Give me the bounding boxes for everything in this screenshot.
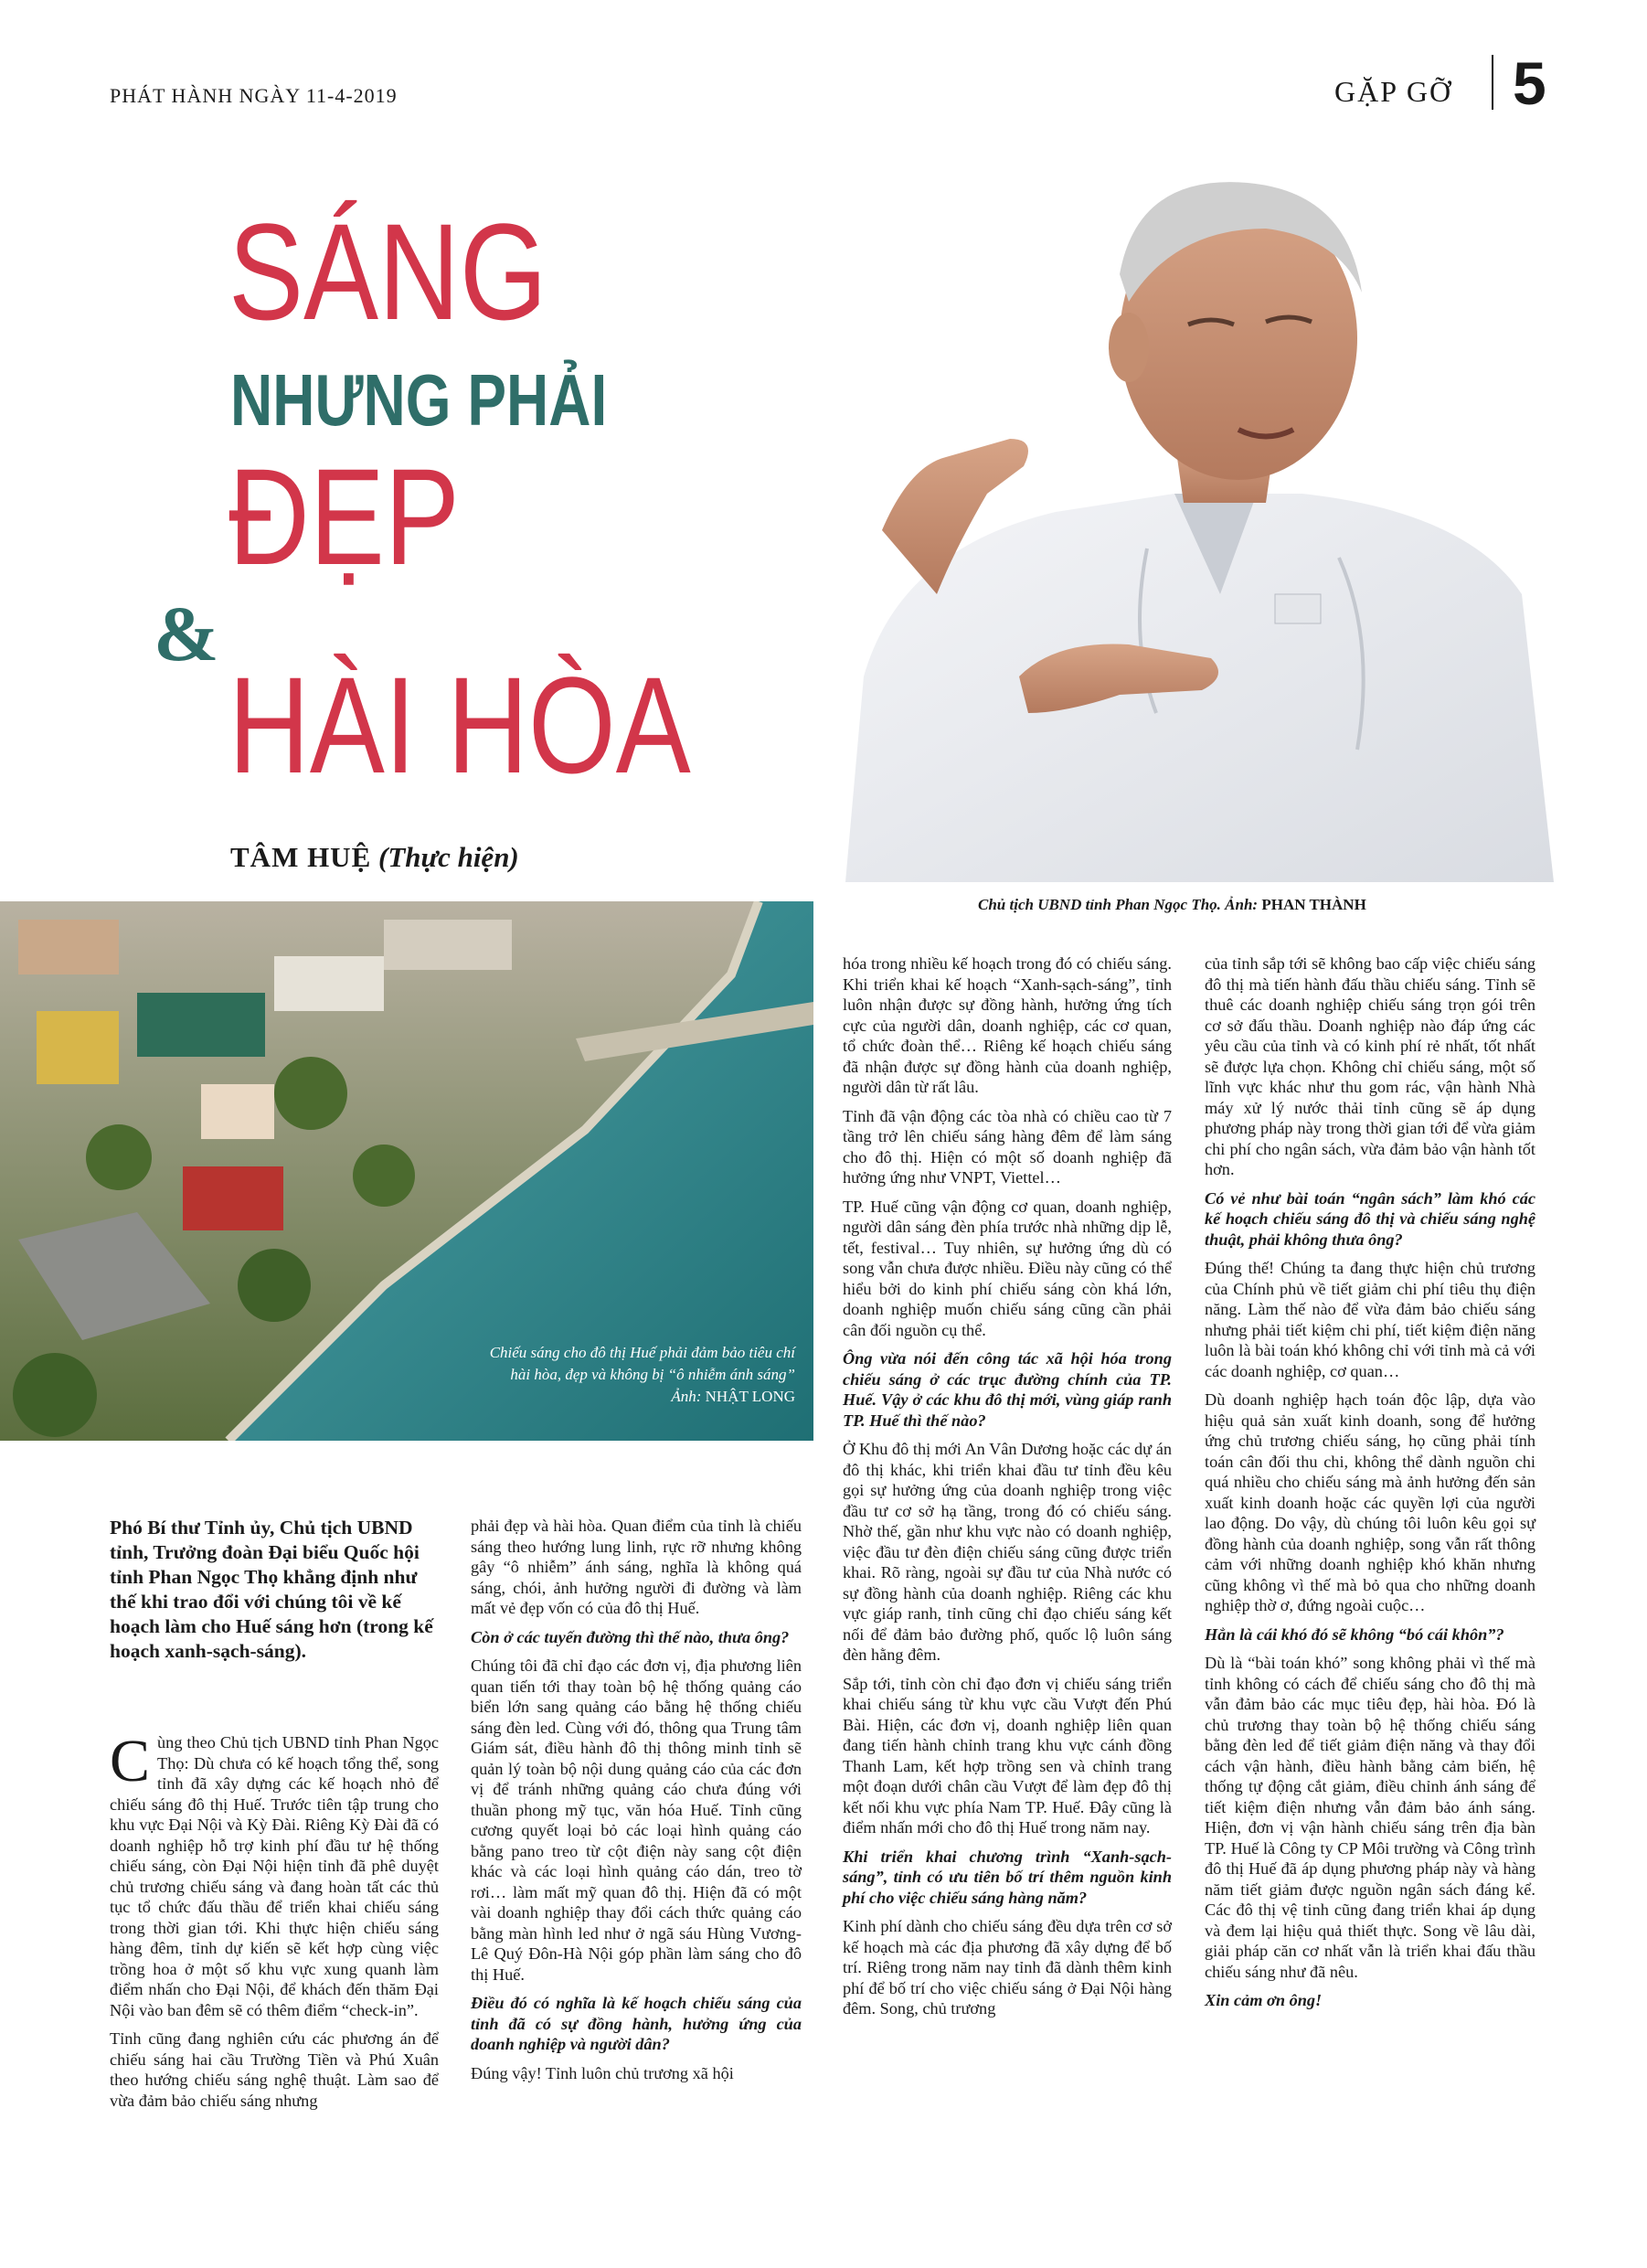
headline-line-1: SÁNG: [228, 195, 547, 348]
header-divider: [1492, 55, 1493, 110]
portrait-caption: [978, 896, 1366, 914]
article-column-4: [1205, 953, 1535, 2019]
interview-question: Hẳn là cái khó đó sẽ không “bó cái khôn”?: [1205, 1624, 1504, 1644]
col2-paragraph: Chúng tôi đã chỉ đạo các đơn vị, địa phương liên quan tiến tới thay toàn bộ hệ thống quảng cáo biển lớn sang quảng cáo bằng hệ thống chiếu sáng đèn led. Cùng với đó, thông qua Trung tâm Giám sát, điều hành đô thị thông minh tỉnh sẽ quản lý toàn bộ nội dung quảng cáo của các đơn vị để tránh những quảng cáo chưa đúng với thuần phong mỹ tục, văn hóa Huế. Tỉnh cũng cương quyết loại bỏ các loại hình quảng cáo bằng pano treo từ cột điện này sang cột điện khác và các loại hình quảng cáo dán, treo tờ rơi… làm mất mỹ quan đô thị. Hiện đã có một vài doanh nghiệp thay đổi cách thức quảng cáo bằng màn hình led như ở ngã sáu Hùng Vương-Lê Quý Đôn-Hà Nội góp phần làm sáng cho đô thị Huế.: [471, 1656, 802, 1984]
interview-question: Ông vừa nói đến công tác xã hội hóa trong chiếu sáng ở các trục đường chính của TP. Huế. Vậy ở các khu đô thị mới, vùng giáp ranh TP. Huế thì thế nào?: [843, 1349, 1172, 1430]
byline-role: (Thực hiện): [378, 841, 519, 873]
interview-question: Điều đó có nghĩa là kế hoạch chiếu sáng của tỉnh đã có sự đồng hành, hưởng ứng của doanh nghiệp và người dân?: [471, 1994, 802, 2053]
col3-paragraph: Kinh phí dành cho chiếu sáng đều dựa trên cơ sở kế hoạch mà các địa phương đã xây dựng để bố trí. Riêng trong năm nay tỉnh đã dành thêm kinh phí để bố trí cho việc chiếu sáng ở Đại Nội hàng đêm. Song, chủ trương: [843, 1917, 1172, 2018]
dropcap: C: [110, 1728, 151, 1794]
portrait-caption-credit: PHAN THÀNH: [1261, 896, 1366, 913]
col3-paragraph: Ở Khu đô thị mới An Vân Dương hoặc các dự án đô thị khác, khi triển khai đầu tư tỉnh đều kêu gọi sự hưởng ứng của doanh nghiệp trong việc đầu tư cơ sở hạ tầng, trong đó có chiếu sáng. Nhờ thế, gần như khu vực nào có doanh nghiệp, việc đầu tư đèn điện chiếu sáng cũng được triển khai. Rõ ràng, ngoài sự đầu tư của Nhà nước có sự đồng hành của doanh nghiệp. Riêng các khu vực giáp ranh, tỉnh cũng chỉ đạo chiếu sáng kết nối để đảm bảo đường phố, quốc lộ luôn sáng đèn hằng đêm.: [843, 1440, 1172, 1664]
col3-paragraph: hóa trong nhiều kế hoạch trong đó có chiếu sáng. Khi triển khai kế hoạch “Xanh-sạch-sáng”, tỉnh luôn nhận được sự đồng hành, hưởng ứng tích cực của người dân, doanh nghiệp, các cơ quan, tổ chức đoàn thể… Riêng kế hoạch chiếu sáng đã nhận được sự đồng hành của doanh nghiệp, người dân từ rất lâu.: [843, 954, 1172, 1096]
headline-line-4: HÀI HÒA: [228, 648, 691, 802]
portrait-caption-text: Chủ tịch UBND tỉnh Phan Ngọc Thọ. Ảnh:: [978, 896, 1262, 913]
interview-question: Khi triển khai chương trình “Xanh-sạch-sáng”, tỉnh có ưu tiên bố trí thêm nguồn kinh phí cho việc chiếu sáng hàng năm?: [843, 1847, 1172, 1907]
lead-paragraph: Phó Bí thư Tỉnh ủy, Chủ tịch UBND tỉnh, Trưởng đoàn Đại biểu Quốc hội tỉnh Phan Ngọc Thọ khẳng định như thế khi trao đổi với chúng tôi về kế hoạch làm cho Huế sáng hơn (trong kế hoạch xanh-sạch-sáng).: [110, 1517, 433, 1662]
aerial-photo-caption: [425, 1342, 795, 1408]
col2-paragraph: phải đẹp và hài hòa. Quan điểm của tỉnh là chiếu sáng theo hướng lung linh, rực rỡ nhưng không gây “ô nhiễm” ánh sáng, nghĩa là không quá sáng, chói, ảnh hưởng người đi đường và làm mất vẻ đẹp vốn có của đô thị Huế.: [471, 1517, 802, 1617]
aerial-caption-credit-name: NHẬT LONG: [705, 1388, 795, 1405]
headline-line-3: ĐẸP: [228, 440, 460, 593]
col3-paragraph: Tỉnh đã vận động các tòa nhà có chiều cao từ 7 tầng trở lên chiếu sáng hàng đêm để làm sáng cho đô thị. Hiện có một số doanh nghiệp đã hưởng ứng như VNPT, Viettel…: [843, 1106, 1172, 1187]
col1-paragraph: ùng theo Chủ tịch UBND tỉnh Phan Ngọc Thọ: Dù chưa có kế hoạch tổng thể, song tỉnh đã xây dựng các kế hoạch nhỏ để chiếu sáng đô thị Huế. Trước tiên tập trung cho khu vực Đại Nội và Kỳ Đài. Riêng Kỳ Đài đã có doanh nghiệp hỗ trợ kinh phí đầu tư hệ thống chiếu sáng, còn Đại Nội hiện tỉnh đã phê duyệt chủ trương chiếu sáng và đang hoàn tất các thủ tục tổ chức đấu thầu để triển khai chiếu sáng trong thời gian tới. Khi thực hiện chiếu sáng hàng đêm, tỉnh dự kiến sẽ kết hợp cùng việc trồng hoa ở một số khu vực xung quanh làm điểm nhấn cho Đại Nội, để khách đến thăm Đại Nội vào ban đêm sẽ có thêm điểm “check-in”.: [110, 1733, 439, 2019]
closing-line: Xin cảm ơn ông!: [1205, 1991, 1323, 2009]
article-column-1: [110, 1728, 439, 2119]
col4-paragraph: của tỉnh sắp tới sẽ không bao cấp việc chiếu sáng đô thị mà tiến hành đấu thầu chiếu sáng. Tỉnh sẽ thuê các doanh nghiệp chiếu sáng trọn gói trên cơ sở đấu thầu. Doanh nghiệp nào đáp ứng các yêu cầu của tỉnh và có kinh phí rẻ nhất, tốt nhất sẽ được lựa chọn. Không chỉ chiếu sáng, một số lĩnh vực khác như thu gom rác, vận hành Nhà máy xử lý nước thải tỉnh cũng sẽ áp dụng phương pháp này trong thời gian tới để vừa giảm chi phí cho ngân sách, vừa đảm bảo vận hành tốt hơn.: [1205, 954, 1535, 1178]
col1-paragraph: Tỉnh cũng đang nghiên cứu các phương án để chiếu sáng hai cầu Trường Tiền và Phú Xuân theo hướng chiếu sáng nghệ thuật. Làm sao để vừa đảm bảo chiếu sáng nhưng: [110, 2029, 439, 2110]
issue-date: PHÁT HÀNH NGÀY 11-4-2019: [110, 84, 398, 107]
headline-line-2: NHƯNG PHẢI: [230, 359, 608, 441]
article-column-3: [843, 953, 1172, 2028]
col3-paragraph: Sắp tới, tỉnh còn chỉ đạo đơn vị chiếu sáng triển khai chiếu sáng từ khu vực cầu Vượt đến Phú Bài. Hiện, các đơn vị, doanh nghiệp liên quan đang tiến hành chỉnh trang khu vực cánh đồng Thanh Lam, kết hợp trồng sen và chỉnh trang một đoạn dưới chân cầu Vượt để làm đẹp đô thị kết nối khu vực phía Nam TP. Huế. Đây cũng là điểm nhấn mới cho đô thị Huế trong năm nay.: [843, 1674, 1172, 1837]
page-number: 5: [1513, 49, 1546, 117]
col4-paragraph: Dù là “bài toán khó” song không phải vì thế mà tỉnh không có cách để chiếu sáng cho đô thị mà vẫn đảm bảo các mục tiêu đẹp, hài hòa. Đó là chủ trương thay toàn bộ hệ thống chiếu sáng bằng đèn led để tiết giảm điện năng và thay đổi cách vận hành, điều hành bằng cảm biến, hệ thống tự động cắt giảm, điều chỉnh ánh sáng để tiết kiệm điện nhưng vẫn đảm bảo ánh sáng. Hiện, đơn vị vận hành chiếu sáng trên địa bàn TP. Huế là Công ty CP Môi trường và Công trình đô thị Huế đã áp dụng phương pháp này và hàng năm tiết giảm được nguồn ngân sách đáng kể. Các đô thị vệ tinh cũng đang triển khai áp dụng và đem lại hiệu quả thiết thực. Song về lâu dài, giải pháp căn cơ nhất vẫn là triển khai đấu thầu chiếu sáng như đã nêu.: [1205, 1654, 1535, 1981]
aerial-caption-line-2: hài hòa, đẹp và không bị “ô nhiễm ánh sáng”: [510, 1366, 795, 1383]
col3-paragraph: TP. Huế cũng vận động cơ quan, doanh nghiệp, người dân sáng đèn phía trước nhà những dịp lễ, tết, festival… Tuy nhiên, sự hưởng ứng dù có song vẫn chưa được nhiều. Điều này cũng có thể hiểu bởi do kinh phí chiếu sáng còn khá lớn, doanh nghiệp muốn chiếu sáng cũng cần phải cân đối nguồn cụ thể.: [843, 1197, 1172, 1339]
section-label: GẶP GỠ: [1334, 75, 1453, 108]
aerial-caption-line-1: Chiếu sáng cho đô thị Huế phải đảm bảo tiêu chí: [489, 1344, 795, 1361]
col4-paragraph: Đúng thế! Chúng ta đang thực hiện chủ trương của Chính phủ về tiết giảm chi phí tiêu thụ điện năng. Làm thế nào để vừa đảm bảo chiếu sáng nhưng phải tiết kiệm chi phí, tiết kiệm điện năng luôn là bài toán khó không chỉ với tỉnh mà cả với các doanh nghiệp, cơ quan…: [1205, 1259, 1535, 1380]
col2-paragraph: Đúng vậy! Tỉnh luôn chủ trương xã hội: [471, 2063, 734, 2082]
portrait-photo: [827, 165, 1558, 882]
aerial-caption-credit: [425, 1386, 795, 1408]
headline-ampersand: &: [154, 590, 219, 677]
byline-author: TÂM HUỆ: [230, 841, 372, 873]
interview-question: Còn ở các tuyến đường thì thế nào, thưa ông?: [471, 1627, 790, 1646]
byline: [230, 841, 519, 874]
article-column-2: [471, 1516, 802, 2092]
interview-question: Có vẻ như bài toán “ngân sách” làm khó các kế hoạch chiếu sáng đô thị và chiếu sáng nghệ thuật, phải không thưa ông?: [1205, 1188, 1535, 1249]
aerial-caption-credit-label: Ảnh:: [671, 1388, 706, 1405]
col4-paragraph: Dù doanh nghiệp hạch toán độc lập, dựa vào hiệu quả sản xuất kinh doanh, song để hưởng ứng chủ trương chiếu sáng, họ cũng phải tính toán cân đối thu chi, không thể dành nguồn chi quá nhiều cho chiếu sáng mà ảnh hưởng đến sản xuất kinh doanh hoặc các quyền lợi của người lao động. Do vậy, dù chúng tôi luôn kêu gọi sự đồng hành của doanh nghiệp, song vẫn rất thông cảm với những doanh nghiệp khó khăn nhưng cũng không vì thế mà bỏ qua cho những doanh nghiệp thờ ơ, đứng ngoài cuộc…: [1205, 1390, 1535, 1614]
